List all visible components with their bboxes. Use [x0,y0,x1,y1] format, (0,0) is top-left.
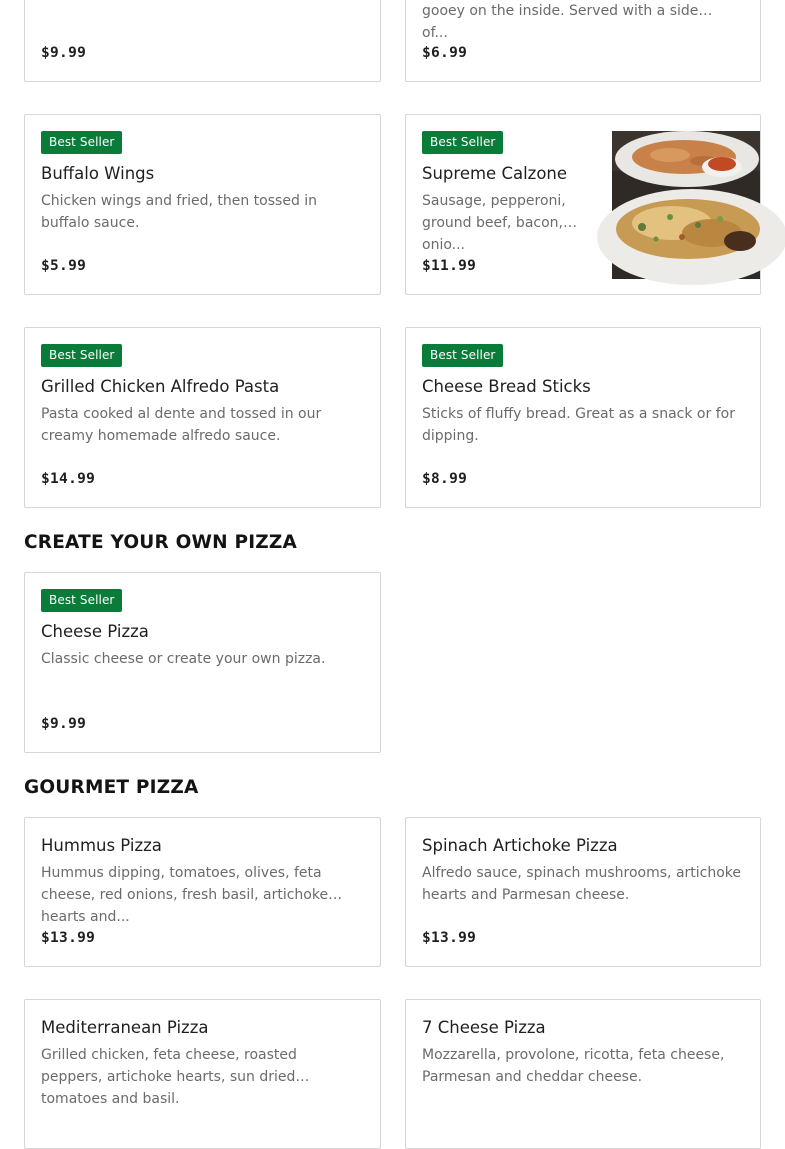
menu-item-card[interactable] [405,327,761,508]
item-name: Cheese Pizza [41,622,149,641]
item-price: $9.99 [41,45,87,61]
best-seller-badge: Best Seller [422,131,503,154]
item-price: $14.99 [41,471,96,487]
section-title: GOURMET PIZZA [24,777,199,798]
item-name: Spinach Artichoke Pizza [422,836,618,855]
section-title: CREATE YOUR OWN PIZZA [24,532,298,553]
item-price: $8.99 [422,471,468,487]
item-price: $11.99 [422,258,477,274]
menu-item-card[interactable] [24,999,381,1149]
item-description: Chicken wings and fried, then tossed in buffalo sauce. [41,193,318,231]
item-description: Classic cheese or create your own pizza. [41,651,326,667]
item-description: Pasta cooked al dente and tossed in our creamy homemade alfredo sauce. [41,406,322,444]
item-name: Buffalo Wings [41,164,155,183]
item-name: Hummus Pizza [41,836,162,855]
best-seller-badge: Best Seller [422,344,503,367]
menu-item-card[interactable] [24,114,381,295]
best-seller-badge: Best Seller [41,131,122,154]
best-seller-badge: Best Seller [41,589,122,612]
item-description: Hummus dipping, tomatoes, olives, feta cheese, red onions, fresh basil, artichoke hearts and... [41,865,329,925]
item-name: 7 Cheese Pizza [422,1018,546,1037]
item-description: gooey on the inside. Served with a side of... [422,3,699,41]
best-seller-badge: Best Seller [41,344,122,367]
item-description: Mozzarella, provolone, ricotta, feta cheese, Parmesan and cheddar cheese. [422,1047,725,1085]
menu-item-card[interactable] [405,999,761,1149]
item-description: Sausage, pepperoni, ground beef, bacon, onio... [422,193,566,253]
menu-item-card[interactable] [405,817,761,967]
item-price: $9.99 [41,716,87,732]
calzone-photo [612,131,760,279]
item-price: $6.99 [422,45,468,61]
item-price: $5.99 [41,258,87,274]
item-name: Grilled Chicken Alfredo Pasta [41,377,280,396]
item-name: Cheese Bread Sticks [422,377,591,396]
item-description: Sticks of fluffy bread. Great as a snack or for dipping. [422,406,735,444]
item-description: Grilled chicken, feta cheese, roasted peppers, artichoke hearts, sun dried tomatoes and basil. [41,1047,297,1107]
item-description: Alfredo sauce, spinach mushrooms, artichoke hearts and Parmesan cheese. [422,865,742,903]
menu-item-card[interactable] [405,0,761,82]
menu-item-card[interactable] [405,114,761,295]
menu-item-card[interactable] [24,572,381,753]
menu-item-card[interactable] [24,0,381,82]
menu-item-card[interactable] [24,817,381,967]
item-name: Supreme Calzone [422,164,568,183]
menu-item-card[interactable] [24,327,381,508]
item-price: $13.99 [41,930,96,946]
item-price: $13.99 [422,930,477,946]
item-name: Mediterranean Pizza [41,1018,209,1037]
